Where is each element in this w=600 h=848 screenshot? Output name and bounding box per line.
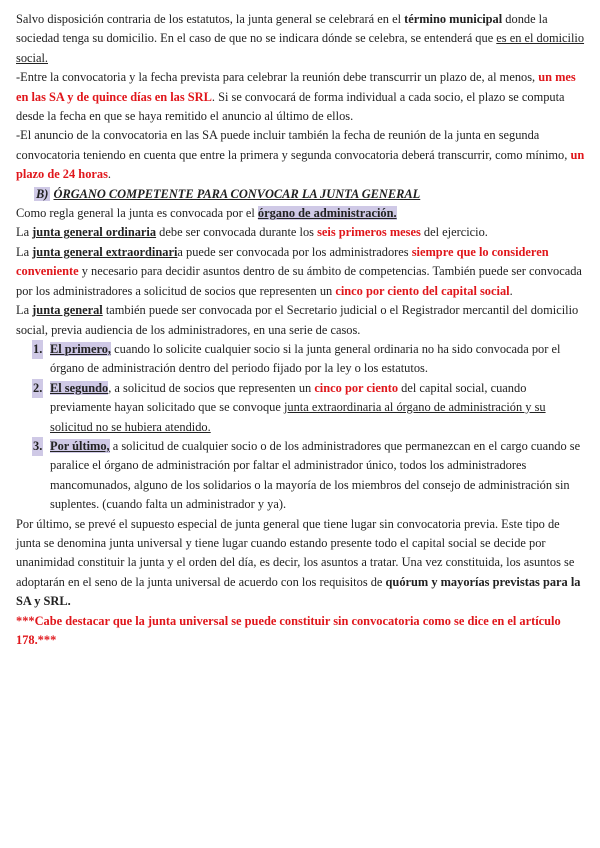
paragraph-lugar-celebracion: Salvo disposición contraria de los estatutos, la junta general se celebrará en el término municipal donde la sociedad tenga su domicilio. En el caso de que no se indicara dónde se celebra, se entenderá que es en el domicilio social. bbox=[16, 12, 585, 65]
list-number: 1. bbox=[32, 340, 43, 359]
section-title: ÓRGANO COMPETENTE PARA CONVOCAR LA JUNTA GENERAL bbox=[53, 186, 421, 201]
red-siempre-conveniente: siempre que lo consideren conveniente bbox=[16, 244, 549, 279]
list-lead: El primero, bbox=[50, 341, 112, 356]
cases-list bbox=[16, 340, 586, 515]
list-number: 3. bbox=[32, 437, 43, 456]
list-lead: Por último, bbox=[50, 438, 110, 453]
paragraph-junta-extraordinaria: La junta general extraordinaria puede ser convocada por los administradores siempre que lo consideren conveniente y necesario para decidir asuntos dentro de su ámbito de competencias. También puede ser convocada por los administradores a solicitud de socios que representen un cinco por ciento del capital social. bbox=[16, 244, 582, 298]
red-plazo-24-horas: un plazo de 24 horas bbox=[16, 147, 585, 182]
paragraph-nota-articulo bbox=[16, 612, 586, 651]
list-item: 1. El primero, cuando lo solicite cualquier socio si la junta general ordinaria no ha sido convocada por el órgano de administración dentro del periodo fijado por la ley o los estatutos. bbox=[33, 341, 561, 376]
red-plazo-sa-srl: un mes en las SA y de quince días en las SRL bbox=[16, 70, 576, 104]
paragraph-secretario-judicial: La junta general también puede ser convocada por el Secretario judicial o el Registrador mercantil del domicilio social, previa audiencia de los administradores, en una serie de casos. bbox=[16, 303, 579, 337]
underlined-domicilio-social: es en el domicilio social. bbox=[16, 31, 585, 65]
bold-quorum-mayorias: quórum y mayorías previstas para la SA y SRL. bbox=[16, 574, 581, 609]
section-letter: B) bbox=[36, 186, 49, 201]
underlined-junta-extraordinaria: junta general extraordinari bbox=[32, 244, 178, 259]
list-number: 2. bbox=[32, 379, 43, 398]
section-heading bbox=[16, 185, 586, 204]
bold-termino-municipal: término municipal bbox=[404, 12, 503, 26]
paragraph-regla-general: Como regla general la junta es convocada por el órgano de administración. bbox=[16, 206, 397, 221]
paragraph-junta-ordinaria: La junta general ordinaria debe ser convocada durante los seis primeros meses del ejercicio. bbox=[16, 225, 488, 240]
list-item: 2. El segundo, a solicitud de socios que representen un cinco por ciento del capital social, cuando previamente hayan solicitado que se convoque junta extraordinaria al órgano de administración y su solicitud no se hubiera atendido. bbox=[33, 380, 546, 434]
list-lead: El segundo bbox=[50, 380, 109, 395]
underlined-organo-administracion: órgano de administración. bbox=[257, 206, 397, 221]
paragraph-segunda-convocatoria: -El anuncio de la convocatoria en las SA puede incluir también la fecha de reunión de la junta en segunda convocatoria teniendo en cuenta que entre la primera y segunda convocatoria deberá transcurrir, como mínimo, un plazo de 24 horas. bbox=[16, 128, 585, 182]
underlined-junta-ordinaria: junta general ordinaria bbox=[32, 225, 157, 240]
paragraph-plazo-convocatoria: -Entre la convocatoria y la fecha prevista para celebrar la reunión debe transcurrir un plazo de, al menos, un mes en las SA y de quince días en las SRL. Si se convocará de forma individual a cada socio, el plazo se computa desde la fecha en que se haya remitido el anuncio al último de ellos. bbox=[16, 70, 576, 124]
list-item: 3. Por último, a solicitud de cualquier socio o de los administradores que permanezcan en el cargo cuando se paralice el órgano de administración por faltar el administrador único, todos los administradores mancomunados, alguno de los solidarios o la mayoría de los miembros del consejo de administración sin suplentes. (cuando falta un administrador y ya). bbox=[33, 438, 581, 512]
red-cinco-por-ciento-capital: cinco por ciento del capital social bbox=[335, 283, 510, 298]
paragraph-junta-universal: Por último, se prevé el supuesto especial de junta general que tiene lugar sin convocatoria previa. Este tipo de junta se denomina junta universal y tiene lugar cuando estando presente todo el capital social se decide por unanimidad constituir la junta y el orden del día, es decir, los asuntos a tratar. Una vez constituida, los asuntos se adoptarán en el seno de la junta universal de acuerdo con los requisitos de quórum y mayorías previstas para la SA y SRL. bbox=[16, 516, 581, 609]
red-seis-meses: seis primeros meses bbox=[317, 225, 421, 240]
red-nota-articulo-178: ***Cabe destacar que la junta universal se puede constituir sin convocatoria como se dice en el artículo 178.*** bbox=[16, 613, 561, 647]
underlined-junta-general: junta general bbox=[32, 303, 103, 318]
red-cinco-por-ciento: cinco por ciento bbox=[314, 380, 399, 395]
underlined-junta-extraordinaria-solicitud: junta extraordinaria al órgano de administración y su solicitud no se hubiera atendido. bbox=[50, 400, 546, 434]
